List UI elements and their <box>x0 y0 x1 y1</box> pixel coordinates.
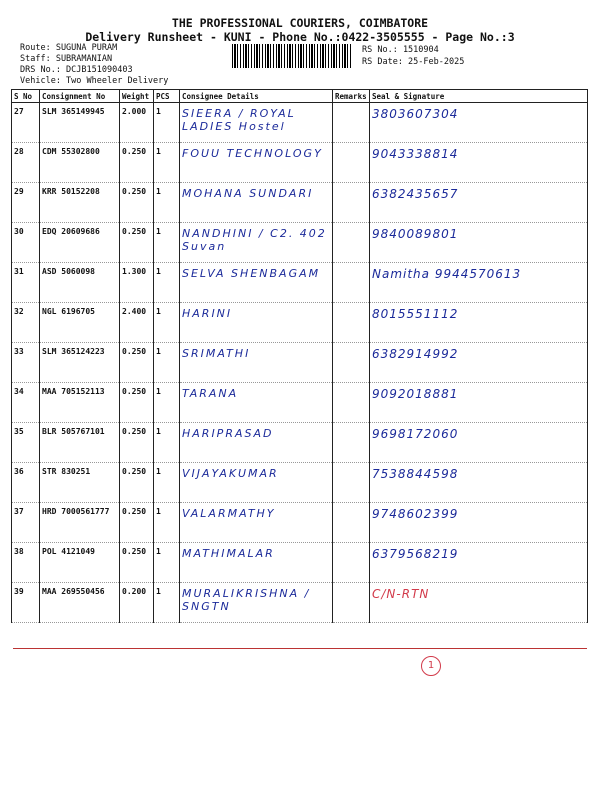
row-weight: 0.250 <box>120 223 154 263</box>
row-consignment: HRD 7000561777 <box>40 503 120 543</box>
row-consignee: MOHANA SUNDARI <box>180 183 333 223</box>
table-row <box>12 223 588 263</box>
rs-number: RS No.: 1510904 <box>362 45 439 55</box>
route-label: Route: SUGUNA PURAM <box>20 43 118 53</box>
row-remarks <box>333 223 370 263</box>
row-pcs: 1 <box>154 543 180 583</box>
col-consignee: Consignee Details <box>180 90 333 103</box>
row-weight: 1.300 <box>120 263 154 303</box>
row-consignee: SELVA SHENBAGAM <box>180 263 333 303</box>
row-consignee: VALARMATHY <box>180 503 333 543</box>
runsheet-title: Delivery Runsheet - KUNI - Phone No.:0422-3505555 - Page No.:3 <box>85 30 515 44</box>
row-sno: 35 <box>12 423 40 463</box>
row-sno: 36 <box>12 463 40 503</box>
vehicle-label: Vehicle: Two Wheeler Delivery <box>20 76 169 86</box>
row-signature: 6379568219 <box>370 543 588 583</box>
col-consignment: Consignment No <box>40 90 120 103</box>
row-signature: 9748602399 <box>370 503 588 543</box>
row-pcs: 1 <box>154 143 180 183</box>
row-consignee: HARIPRASAD <box>180 423 333 463</box>
row-sno: 38 <box>12 543 40 583</box>
row-consignee: MURALIKRISHNA / SNGTN <box>180 583 333 623</box>
row-consignment: NGL 6196705 <box>40 303 120 343</box>
row-consignment: SLM 365149945 <box>40 103 120 143</box>
table-row <box>12 263 588 303</box>
row-weight: 2.400 <box>120 303 154 343</box>
row-pcs: 1 <box>154 423 180 463</box>
row-signature: 8015551112 <box>370 303 588 343</box>
row-sno: 37 <box>12 503 40 543</box>
drs-label: DRS No.: DCJB151090403 <box>20 65 133 75</box>
row-weight: 0.250 <box>120 463 154 503</box>
row-consignment: BLR 505767101 <box>40 423 120 463</box>
row-sno: 33 <box>12 343 40 383</box>
row-consignment: CDM 55302800 <box>40 143 120 183</box>
row-pcs: 1 <box>154 223 180 263</box>
row-remarks <box>333 463 370 503</box>
row-consignment: ASD 5060098 <box>40 263 120 303</box>
row-remarks <box>333 543 370 583</box>
row-consignee: TARANA <box>180 383 333 423</box>
row-pcs: 1 <box>154 383 180 423</box>
row-consignment: KRR 50152208 <box>40 183 120 223</box>
row-remarks <box>333 183 370 223</box>
row-weight: 0.250 <box>120 543 154 583</box>
table-row <box>12 423 588 463</box>
col-weight: Weight <box>120 90 154 103</box>
row-pcs: 1 <box>154 583 180 623</box>
col-signature: Seal & Signature <box>370 90 588 103</box>
row-weight: 0.250 <box>120 503 154 543</box>
row-pcs: 1 <box>154 263 180 303</box>
rs-date: RS Date: 25-Feb-2025 <box>362 57 465 67</box>
col-sno: S No <box>12 90 40 103</box>
row-sno: 31 <box>12 263 40 303</box>
table-row <box>12 503 588 543</box>
row-sno: 32 <box>12 303 40 343</box>
row-consignment: MAA 705152113 <box>40 383 120 423</box>
row-pcs: 1 <box>154 343 180 383</box>
row-remarks <box>333 383 370 423</box>
table-row <box>12 143 588 183</box>
row-signature: 9092018881 <box>370 383 588 423</box>
row-weight: 0.250 <box>120 343 154 383</box>
barcode-image <box>232 44 352 68</box>
table-row <box>12 103 588 143</box>
table-row <box>12 543 588 583</box>
row-remarks <box>333 343 370 383</box>
row-remarks <box>333 303 370 343</box>
row-sno: 28 <box>12 143 40 183</box>
table-row <box>12 583 588 623</box>
row-weight: 2.000 <box>120 103 154 143</box>
row-consignment: POL 4121049 <box>40 543 120 583</box>
staff-label: Staff: SUBRAMANIAN <box>20 54 113 64</box>
col-remarks: Remarks <box>333 90 370 103</box>
row-signature: 9698172060 <box>370 423 588 463</box>
row-remarks <box>333 503 370 543</box>
row-consignee: MATHIMALAR <box>180 543 333 583</box>
table-row <box>12 303 588 343</box>
row-sno: 29 <box>12 183 40 223</box>
row-consignment: EDQ 20609686 <box>40 223 120 263</box>
row-signature: 6382435657 <box>370 183 588 223</box>
row-weight: 0.250 <box>120 383 154 423</box>
row-consignee: HARINI <box>180 303 333 343</box>
row-sno: 27 <box>12 103 40 143</box>
row-remarks <box>333 583 370 623</box>
row-remarks <box>333 423 370 463</box>
circled-number: 1 <box>421 656 441 676</box>
row-consignment: SLM 365124223 <box>40 343 120 383</box>
row-sno: 39 <box>12 583 40 623</box>
row-pcs: 1 <box>154 103 180 143</box>
row-pcs: 1 <box>154 463 180 503</box>
row-sno: 30 <box>12 223 40 263</box>
row-weight: 0.200 <box>120 583 154 623</box>
row-remarks <box>333 103 370 143</box>
row-remarks <box>333 263 370 303</box>
row-consignee: FOUU TECHNOLOGY <box>180 143 333 183</box>
row-consignee: SRIMATHI <box>180 343 333 383</box>
row-pcs: 1 <box>154 503 180 543</box>
row-weight: 0.250 <box>120 423 154 463</box>
row-consignee: NANDHINI / C2. 402 Suvan <box>180 223 333 263</box>
end-line <box>13 648 587 649</box>
row-weight: 0.250 <box>120 143 154 183</box>
row-weight: 0.250 <box>120 183 154 223</box>
row-signature: 3803607304 <box>370 103 588 143</box>
runsheet-table <box>11 89 588 623</box>
row-consignment: STR 830251 <box>40 463 120 503</box>
row-signature: 9840089801 <box>370 223 588 263</box>
row-signature: C/N-RTN <box>370 583 588 623</box>
row-sno: 34 <box>12 383 40 423</box>
row-signature: 9043338814 <box>370 143 588 183</box>
table-header-row <box>12 90 588 103</box>
row-signature: 7538844598 <box>370 463 588 503</box>
row-consignee: VIJAYAKUMAR <box>180 463 333 503</box>
table-row <box>12 183 588 223</box>
table-row <box>12 463 588 503</box>
table-row <box>12 383 588 423</box>
row-pcs: 1 <box>154 183 180 223</box>
table-row <box>12 343 588 383</box>
row-pcs: 1 <box>154 303 180 343</box>
col-pcs: PCS <box>154 90 180 103</box>
company-name: THE PROFESSIONAL COURIERS, COIMBATORE <box>171 16 429 30</box>
row-remarks <box>333 143 370 183</box>
row-signature: 6382914992 <box>370 343 588 383</box>
row-signature: Namitha 9944570613 <box>370 263 588 303</box>
row-consignment: MAA 269550456 <box>40 583 120 623</box>
row-consignee: SIEERA / ROYAL LADIES Hostel <box>180 103 333 143</box>
